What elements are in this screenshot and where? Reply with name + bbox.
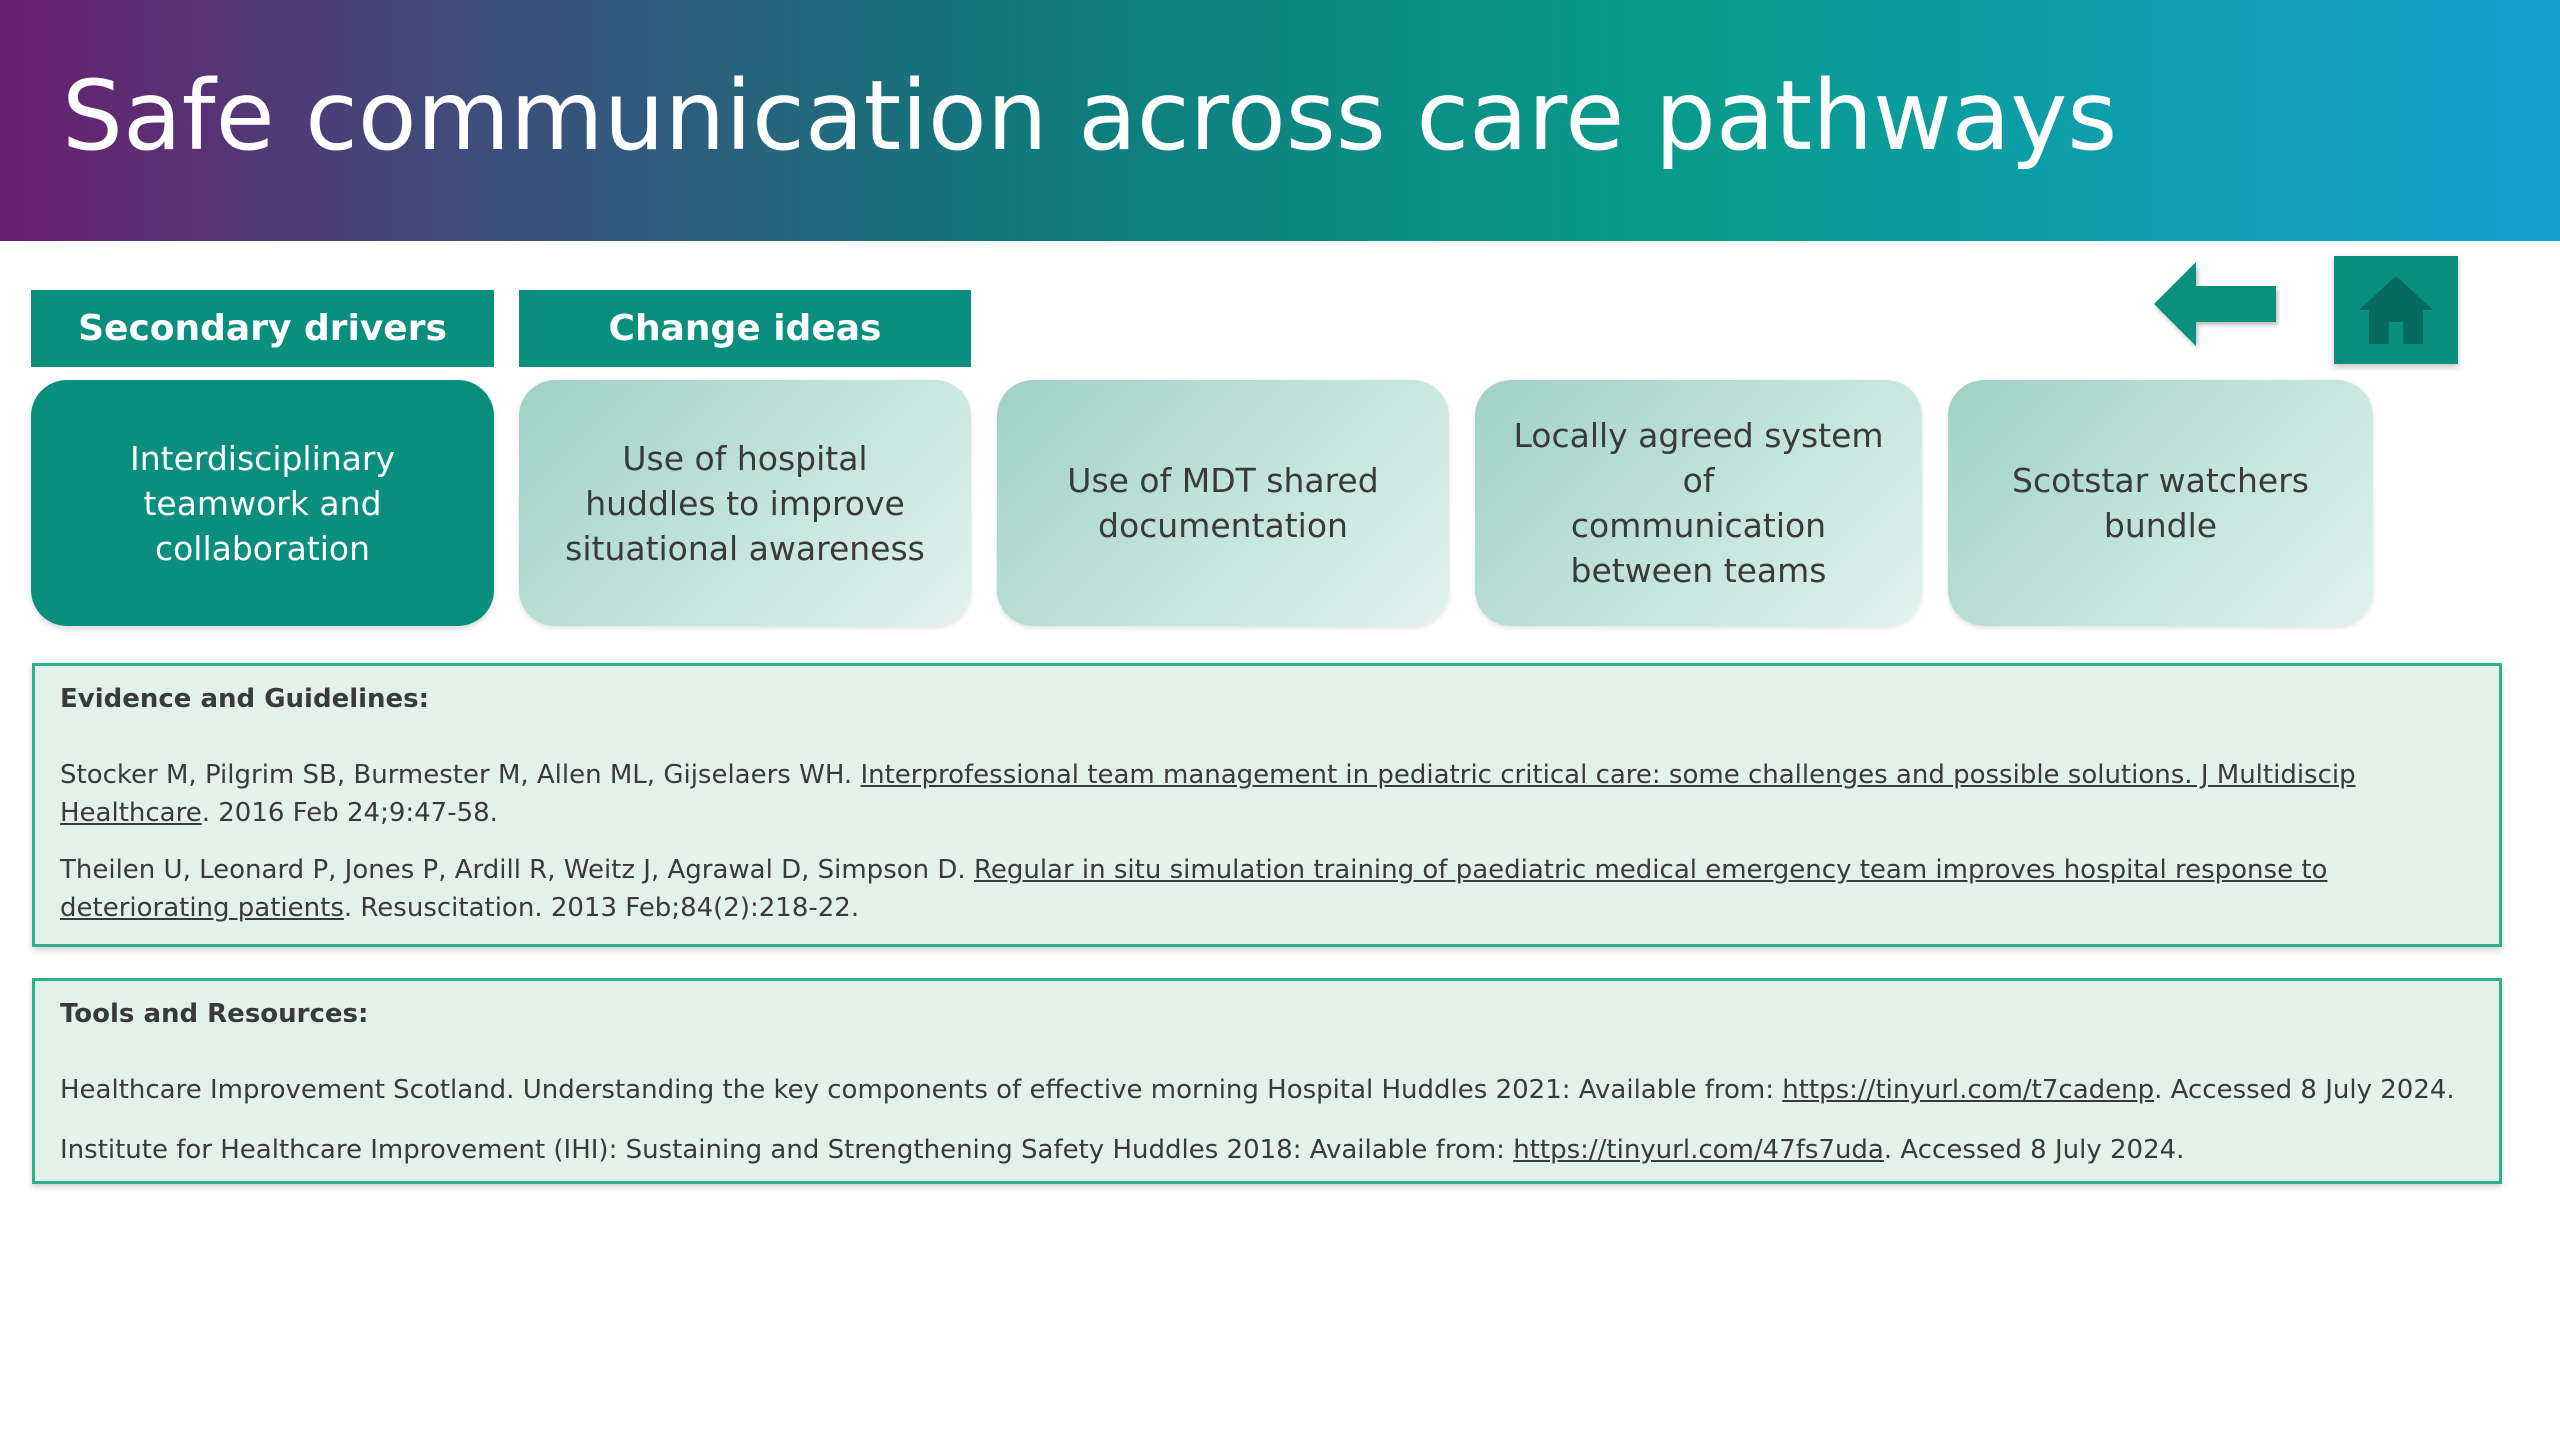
evidence-panel [32, 663, 2502, 947]
reference-item [60, 851, 2474, 927]
home-button[interactable] [2334, 256, 2458, 364]
reference-authors: Theilen U, Leonard P, Jones P, Ardill R, Weitz J, Agrawal D, Simpson D. [60, 855, 974, 885]
resource-prefix: Institute for Healthcare Improvement (IHI): Sustaining and Strengthening Safety Huddles 2018: Available from: [60, 1135, 1514, 1165]
home-icon [2351, 270, 2441, 350]
page-title: Safe communication across care pathways [62, 60, 2118, 172]
reference-suffix: . Resuscitation. 2013 Feb;84(2):218-22. [343, 893, 860, 923]
resource-link[interactable]: https://tinyurl.com/t7cadenp [1782, 1075, 2155, 1105]
reference-link[interactable]: Regular in situ simulation training of paediatric medical emergency team improves hospital response to deteriorating patients [60, 855, 2328, 923]
reference-link[interactable]: Interprofessional team management in pediatric critical care: some challenges and possible solutions. J Multidiscip Healthcare [60, 760, 2356, 828]
reference-item [60, 756, 2474, 832]
resource-item [60, 1131, 2474, 1169]
title-bar [0, 0, 2560, 241]
secondary-drivers-header: Secondary drivers [31, 290, 494, 367]
change-idea-box: Use of hospital huddles to improve situational awareness [519, 380, 971, 626]
resource-link[interactable]: https://tinyurl.com/47fs7uda [1513, 1135, 1884, 1165]
arrow-left-icon [2150, 258, 2280, 350]
change-idea-box: Scotstar watchers bundle [1948, 380, 2373, 626]
resource-suffix: . Accessed 8 July 2024. [1883, 1135, 2185, 1165]
change-ideas-header: Change ideas [519, 290, 971, 367]
reference-authors: Stocker M, Pilgrim SB, Burmester M, Allen ML, Gijselaers WH. [60, 760, 861, 790]
tools-panel [32, 978, 2502, 1184]
resource-item [60, 1071, 2474, 1109]
secondary-driver-box: Interdisciplinary teamwork and collaboration [31, 380, 494, 626]
tools-heading: Tools and Resources: [60, 999, 369, 1029]
evidence-heading: Evidence and Guidelines: [60, 684, 430, 714]
back-button[interactable] [2150, 258, 2280, 350]
resource-prefix: Healthcare Improvement Scotland. Understanding the key components of effective morning Hospital Huddles 2021: Available from: [60, 1075, 1783, 1105]
reference-suffix: . 2016 Feb 24;9:47-58. [201, 798, 498, 828]
change-idea-box: Use of MDT shared documentation [997, 380, 1449, 626]
resource-suffix: . Accessed 8 July 2024. [2154, 1075, 2455, 1105]
change-idea-box: Locally agreed system of communication between teams [1475, 380, 1922, 626]
